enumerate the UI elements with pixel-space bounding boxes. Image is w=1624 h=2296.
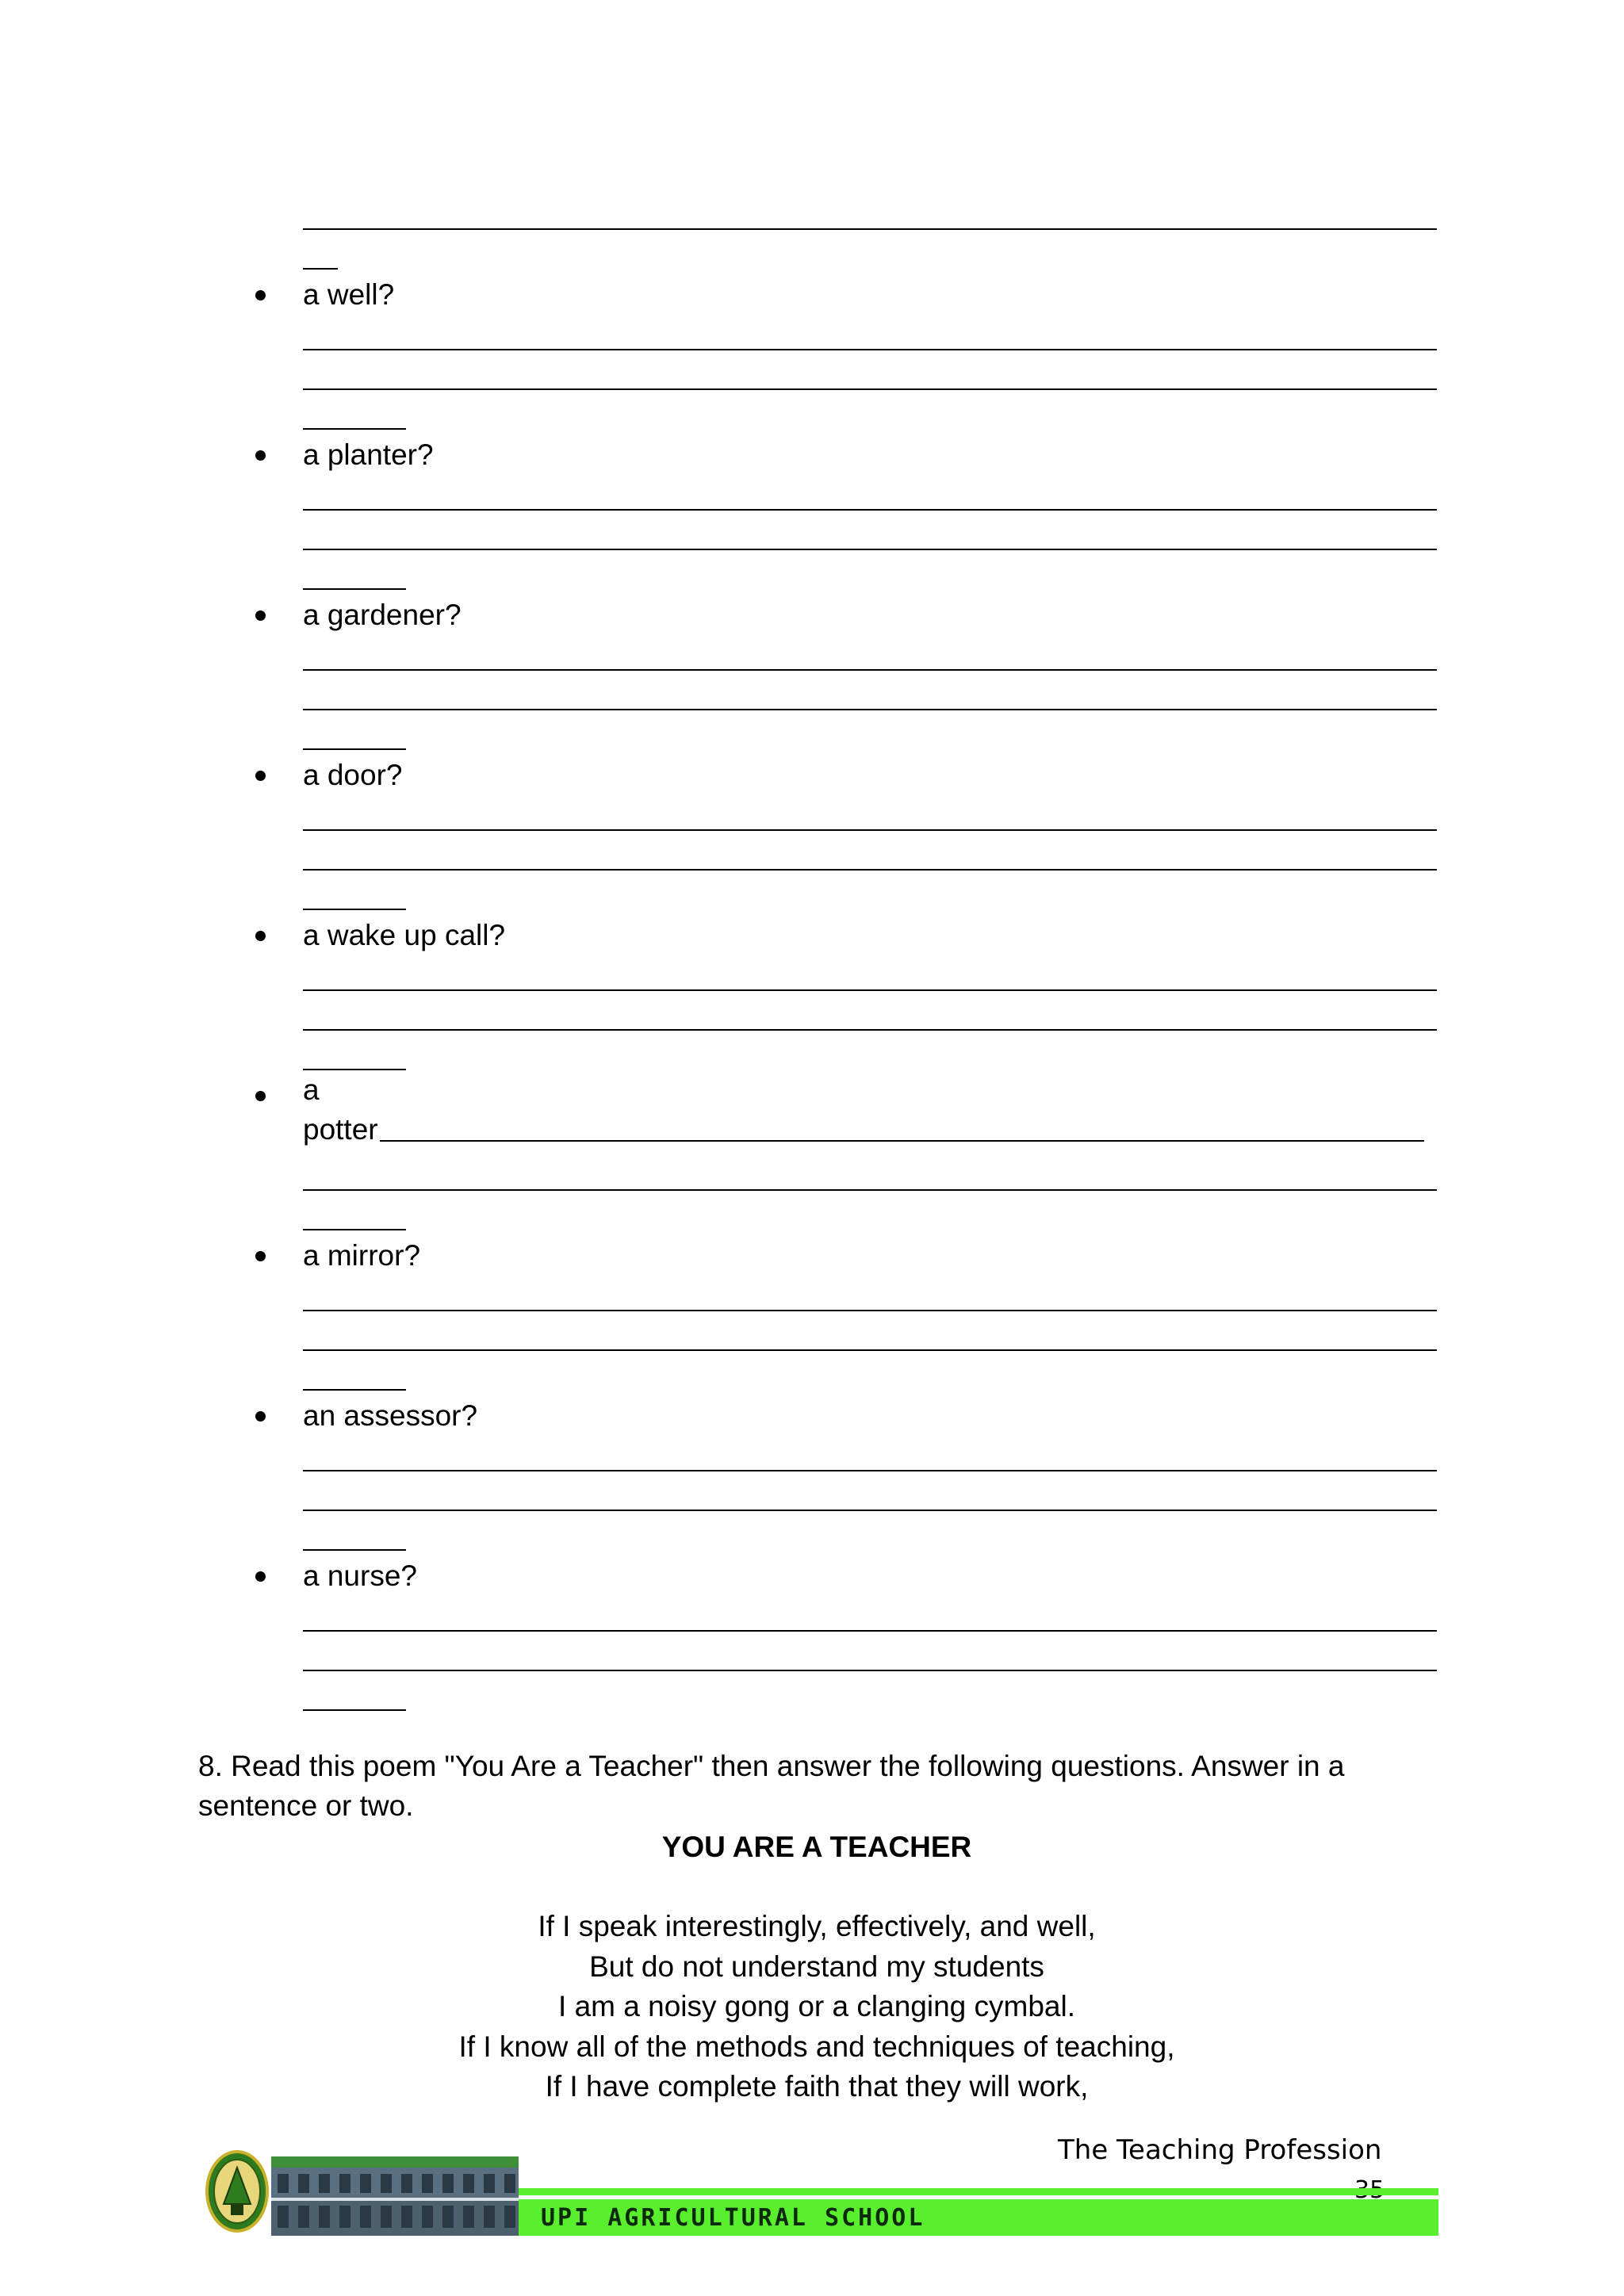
item-label-gardener: a gardener?	[303, 599, 462, 631]
item-label-potter-line1: a	[303, 1073, 320, 1106]
bullet-icon	[255, 610, 266, 621]
answer-line	[303, 228, 1437, 230]
answer-line	[380, 1140, 1424, 1142]
answer-line	[303, 989, 1437, 991]
item-label-planter: a planter?	[303, 438, 434, 471]
answer-line	[303, 388, 1437, 390]
answer-line-stub	[303, 268, 338, 270]
answer-line	[303, 1029, 1437, 1031]
poem-title: YOU ARE A TEACHER	[661, 1831, 972, 1863]
item-label-assessor: an assessor?	[303, 1399, 478, 1432]
answer-line-stub	[303, 909, 406, 910]
question-instruction: 8. Read this poem "You Are a Teacher" then answer the following questions. Answer in a sentence or two.	[198, 1750, 1345, 1822]
footer-green-stripe	[519, 2188, 1438, 2195]
school-building-photo	[271, 2156, 519, 2236]
answer-line	[303, 869, 1437, 871]
item-label-potter	[303, 1070, 1424, 1150]
bullet-icon	[255, 290, 266, 300]
item-label-mirror: a mirror?	[303, 1239, 421, 1272]
answer-line	[303, 1510, 1437, 1511]
answer-line-stub	[303, 1709, 406, 1711]
bullet-icon	[255, 1571, 266, 1582]
answer-line	[303, 549, 1437, 550]
answer-line-stub	[303, 1549, 406, 1551]
bullet-icon	[255, 771, 266, 781]
answer-line	[303, 1310, 1437, 1311]
answer-line	[303, 509, 1437, 511]
answer-line	[303, 1630, 1437, 1632]
poem-line: If I know all of the methods and techniques of teaching,	[458, 2030, 1175, 2063]
answer-line-stub	[303, 748, 406, 750]
poem-body	[0, 1907, 1624, 2107]
item-label-well: a well?	[303, 278, 395, 311]
bullet-icon	[255, 450, 266, 461]
school-name: UPI AGRICULTURAL SCHOOL	[541, 2204, 925, 2232]
answer-line-stub	[303, 1389, 406, 1391]
answer-line	[303, 829, 1437, 831]
item-label-door: a door?	[303, 759, 403, 791]
poem-line: If I have complete faith that they will work,	[545, 2070, 1089, 2103]
item-label-nurse: a nurse?	[303, 1559, 417, 1592]
bullet-icon	[255, 1251, 266, 1261]
bullet-icon	[255, 1411, 266, 1422]
poem-line: I am a noisy gong or a clanging cymbal.	[558, 1990, 1075, 2022]
answer-line	[303, 349, 1437, 350]
item-label-wake-up-call: a wake up call?	[303, 919, 506, 951]
answer-line	[303, 1349, 1437, 1351]
answer-line	[303, 669, 1437, 671]
poem-line: But do not understand my students	[589, 1950, 1044, 1983]
answer-line-stub	[303, 588, 406, 590]
answer-line	[303, 1470, 1437, 1471]
bullet-icon	[255, 931, 266, 941]
answer-line	[303, 1670, 1437, 1671]
school-seal-icon	[205, 2149, 270, 2234]
footer-title: The Teaching Profession	[1058, 2134, 1382, 2166]
answer-line-stub	[303, 1229, 406, 1230]
bullet-icon	[255, 1091, 266, 1101]
answer-line-stub	[303, 428, 406, 430]
answer-line	[303, 709, 1437, 710]
answer-line	[303, 1189, 1437, 1191]
poem-line: If I speak interestingly, effectively, and well,	[538, 1910, 1096, 1942]
item-label-potter-line2: potter	[303, 1113, 378, 1146]
